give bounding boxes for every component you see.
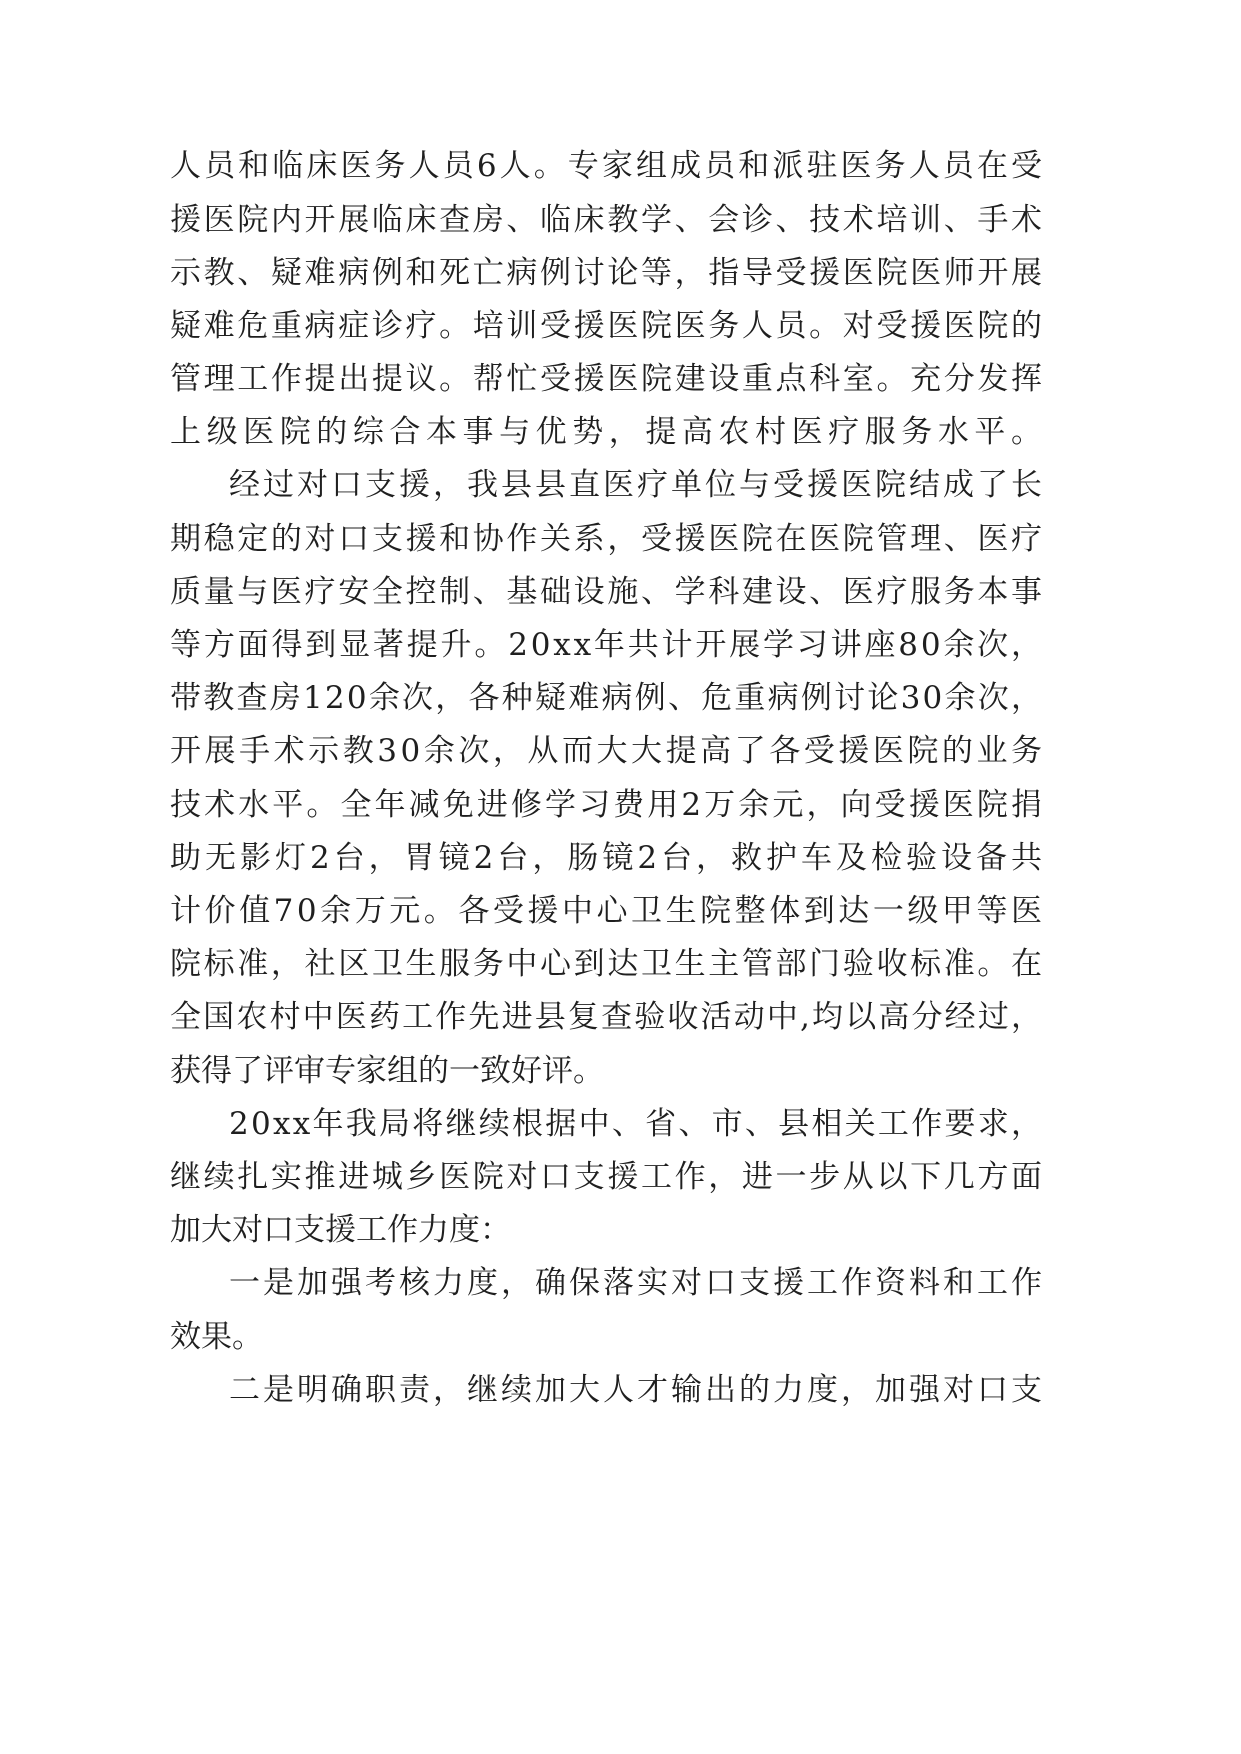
text-line: 管理工作提出提议。帮忙受援医院建设重点科室。充分发挥 — [170, 361, 1045, 397]
text-line: 加大对口支援工作力度： — [170, 1212, 511, 1248]
text-line: 助无影灯2台，胃镜2台，肠镜2台，救护车及检验设备共 — [170, 840, 1046, 876]
text-line: 疑难危重病症诊疗。培训受援医院医务人员。对受援医院的 — [170, 308, 1045, 344]
text-line: 人员和临床医务人员6人。专家组成员和派驻医务人员在受 — [170, 148, 1046, 184]
text-line: 质量与医疗安全控制、基础设施、学科建设、医疗服务本事 — [170, 574, 1045, 610]
text-line: 计价值70余万元。各受援中心卫生院整体到达一级甲等医 — [170, 893, 1046, 929]
text-line: 技术水平。全年减免进修学习费用2万余元，向受援医院捐 — [170, 787, 1046, 823]
text-line: 获得了评审专家组的一致好评。 — [170, 1053, 604, 1089]
text-line: 等方面得到显著提升。20xx年共计开展学习讲座80余次， — [170, 627, 1045, 663]
text-line: 上级医院的综合本事与优势，提高农村医疗服务水平。 — [170, 414, 1048, 450]
text-line: 援医院内开展临床查房、临床教学、会诊、技术培训、手术 — [170, 202, 1045, 238]
text-line: 全国农村中医药工作先进县复查验收活动中,均以高分经过， — [170, 999, 1045, 1035]
text-line: 带教查房120余次，各种疑难病例、危重病例讨论30余次， — [170, 680, 1045, 716]
text-line: 期稳定的对口支援和协作关系，受援医院在医院管理、医疗 — [170, 521, 1045, 557]
text-line: 院标准，社区卫生服务中心到达卫生主管部门验收标准。在 — [170, 946, 1045, 982]
text-line: 二是明确职责，继续加大人才输出的力度，加强对口支 — [229, 1372, 1045, 1408]
text-line: 经过对口支援，我县县直医疗单位与受援医院结成了长 — [229, 467, 1045, 503]
text-line: 一是加强考核力度，确保落实对口支援工作资料和工作 — [229, 1265, 1045, 1301]
text-line: 开展手术示教30余次，从而大大提高了各受援医院的业务 — [170, 733, 1046, 769]
text-line: 继续扎实推进城乡医院对口支援工作，进一步从以下几方面 — [170, 1159, 1045, 1195]
text-line: 示教、疑难病例和死亡病例讨论等，指导受援医院医师开展 — [170, 255, 1045, 291]
text-line: 效果。 — [170, 1319, 263, 1355]
text-line: 20xx年我局将继续根据中、省、市、县相关工作要求， — [229, 1106, 1045, 1142]
